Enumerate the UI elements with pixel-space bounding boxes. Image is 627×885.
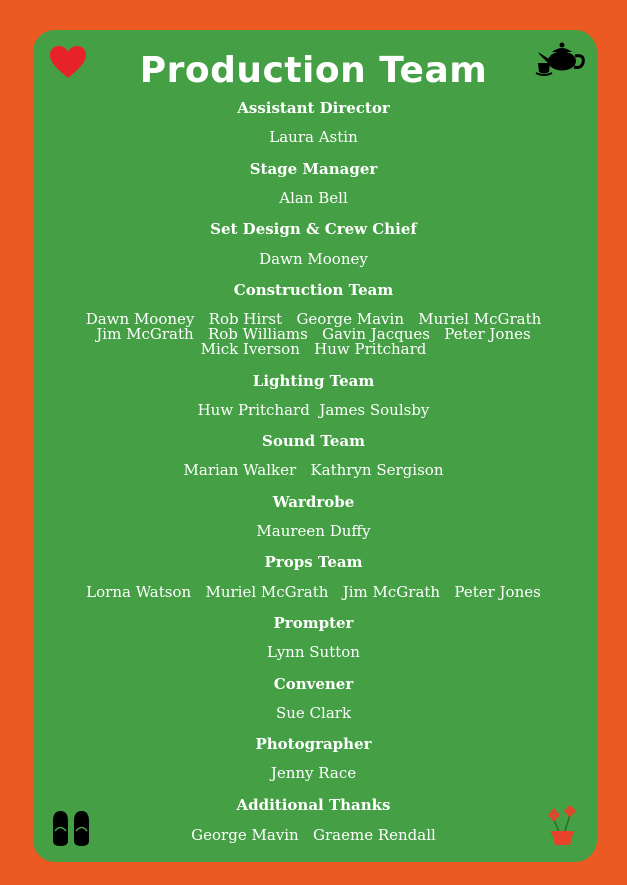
section-name-line: Lorna Watson Muriel McGrath Jim McGrath Peter Jones — [86, 583, 541, 601]
section-name-line: Jim McGrath Rob Williams Gavin Jacques Peter Jones — [96, 325, 531, 343]
section-heading: Set Design & Crew Chief — [210, 220, 417, 238]
section-name-line: Dawn Mooney Rob Hirst George Mavin Muriel McGrath — [85, 310, 542, 328]
section-name-line: George Mavin Graeme Rendall — [191, 826, 436, 844]
section-heading: Assistant Director — [237, 99, 390, 117]
section-heading: Lighting Team — [252, 372, 375, 390]
section-name-line: Jenny Race — [270, 764, 357, 782]
section-heading: Stage Manager — [249, 160, 378, 178]
section-name-line: Alan Bell — [279, 189, 348, 207]
section-heading: Wardrobe — [272, 493, 355, 511]
section-name-line: Sue Clark — [275, 704, 352, 722]
section-name-line: Laura Astin — [269, 128, 358, 146]
heart-icon — [48, 44, 88, 84]
section-heading: Sound Team — [262, 432, 365, 450]
page-title: Production Team — [139, 50, 488, 91]
section-heading: Additional Thanks — [236, 796, 391, 814]
section-name-line: Marian Walker Kathryn Sergison — [183, 461, 444, 479]
section-heading: Construction Team — [233, 281, 394, 299]
section-name-line: Dawn Mooney — [259, 250, 368, 268]
teapot-icon — [535, 40, 587, 82]
section-heading: Convener — [273, 675, 354, 693]
section-name-line: Lynn Sutton — [267, 643, 360, 661]
section-name-line: Huw Pritchard James Soulsby — [197, 401, 430, 419]
section-heading: Props Team — [264, 553, 363, 571]
section-heading: Prompter — [273, 614, 354, 632]
section-name-line: Maureen Duffy — [256, 522, 371, 540]
section-heading: Photographer — [255, 735, 372, 753]
section-name-line: Mick Iverson Huw Pritchard — [200, 340, 427, 358]
